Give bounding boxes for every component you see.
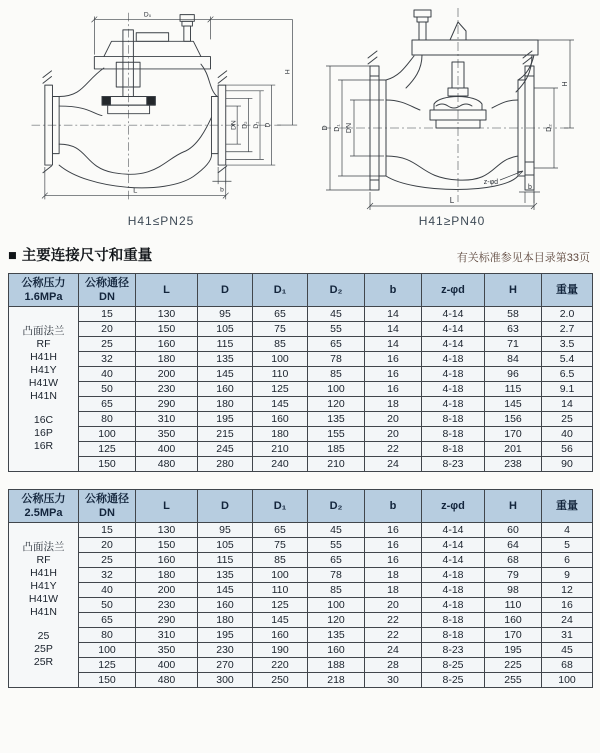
table-cell: 156 (485, 412, 542, 427)
table-cell: 79 (485, 568, 542, 583)
table-cell: 201 (485, 442, 542, 457)
col-header-dn: 公称通径 DN (79, 490, 136, 523)
table-cell: 4-14 (422, 307, 485, 322)
table-cell: 145 (253, 397, 308, 412)
table-cell: 90 (542, 457, 593, 472)
table-row (9, 367, 593, 382)
table-cell: 135 (198, 568, 253, 583)
table-row (9, 337, 593, 352)
table-cell: 8-25 (422, 658, 485, 673)
table-cell: 8-23 (422, 457, 485, 472)
col-header-6: H (485, 274, 542, 307)
table-cell: 95 (198, 307, 253, 322)
table-cell: 200 (136, 583, 198, 598)
table-cell: 4-14 (422, 337, 485, 352)
series-label-line: 16R (33, 440, 54, 452)
table-cell: 100 (79, 427, 136, 442)
table-row (9, 382, 593, 397)
valve-drawing-pn25 (22, 4, 300, 210)
table-cell: 25 (79, 337, 136, 352)
dim-label-l: L (133, 185, 138, 195)
table-cell: 4-14 (422, 322, 485, 337)
dim-label-dn: DN (346, 122, 353, 134)
table-cell: 110 (485, 598, 542, 613)
series-label-line (9, 619, 78, 630)
col-header-pressure: 公称压力 1.6MPa (9, 274, 79, 307)
table-cell: 350 (136, 427, 198, 442)
series-label-line: 16P (34, 427, 53, 439)
table-cell: 18 (365, 568, 422, 583)
dimension-lines (326, 40, 574, 210)
table-cell: 145 (198, 583, 253, 598)
table-cell: 150 (79, 673, 136, 688)
table-cell: 24 (542, 613, 593, 628)
table-cell: 188 (308, 658, 365, 673)
table-cell: 120 (308, 613, 365, 628)
table-cell: 180 (253, 427, 308, 442)
table-cell: 14 (365, 322, 422, 337)
table-cell: 25 (542, 412, 593, 427)
table-cell: 150 (79, 457, 136, 472)
section-bullet-icon: ■ (8, 248, 17, 264)
table-cell: 115 (198, 337, 253, 352)
table-cell: 45 (542, 643, 593, 658)
table-cell: 250 (253, 673, 308, 688)
table-cell: 145 (198, 367, 253, 382)
table-cell: 14 (365, 337, 422, 352)
col-header-3: D₂ (308, 490, 365, 523)
table-cell: 25 (79, 553, 136, 568)
section-title-text: 主要连接尺寸和重量 (21, 248, 153, 264)
table-cell: 180 (136, 352, 198, 367)
table-cell: 75 (253, 322, 308, 337)
table-cell: 98 (485, 583, 542, 598)
table-cell: 115 (198, 553, 253, 568)
table-cell: 20 (365, 598, 422, 613)
table-cell: 4-18 (422, 382, 485, 397)
table-cell: 68 (485, 553, 542, 568)
table-cell: 65 (79, 397, 136, 412)
valve-body (43, 15, 227, 188)
table-cell: 145 (485, 397, 542, 412)
table-cell: 85 (308, 583, 365, 598)
table-cell: 85 (253, 553, 308, 568)
table-cell: 55 (308, 322, 365, 337)
table-cell: 215 (198, 427, 253, 442)
table-cell: 170 (485, 427, 542, 442)
table-cell: 16 (365, 367, 422, 382)
table-cell: 16 (365, 382, 422, 397)
series-label-line: 凸面法兰 (22, 325, 65, 337)
table-cell: 16 (365, 352, 422, 367)
table-cell: 95 (198, 523, 253, 538)
col-header-7: 重量 (542, 274, 593, 307)
dim-label-h: H (562, 81, 569, 87)
table-cell: 30 (365, 673, 422, 688)
table-cell: 15 (79, 523, 136, 538)
table-cell: 240 (253, 457, 308, 472)
table-cell: 115 (485, 382, 542, 397)
table-cell: 100 (79, 643, 136, 658)
table-cell: 45 (308, 307, 365, 322)
table-cell: 80 (79, 412, 136, 427)
table-cell: 130 (136, 523, 198, 538)
table-cell: 65 (79, 613, 136, 628)
table-cell: 8-18 (422, 628, 485, 643)
table-cell: 16 (365, 538, 422, 553)
table-row (9, 427, 593, 442)
table-cell: 8-23 (422, 643, 485, 658)
series-label-line: 25P (34, 643, 53, 655)
table-cell: 8-18 (422, 427, 485, 442)
table-cell: 58 (485, 307, 542, 322)
dim-label-d: D (264, 122, 272, 128)
table-row (9, 307, 593, 322)
table-cell: 110 (253, 583, 308, 598)
table-cell: 4-18 (422, 397, 485, 412)
table-cell: 135 (308, 628, 365, 643)
table-cell: 270 (198, 658, 253, 673)
table-cell: 160 (136, 337, 198, 352)
dim-label-l: L (449, 196, 455, 205)
dim-label-d2: D₂ (241, 121, 249, 129)
col-header-3: D₂ (308, 274, 365, 307)
valve-body (368, 10, 538, 190)
table-cell: 3.5 (542, 337, 593, 352)
table-cell: 14 (542, 397, 593, 412)
table-cell: 8-18 (422, 613, 485, 628)
table-cell: 2.7 (542, 322, 593, 337)
series-label-line: H41H (30, 567, 57, 579)
table-cell: 9 (542, 568, 593, 583)
table-cell: 40 (79, 367, 136, 382)
table-cell: 6 (542, 553, 593, 568)
table-cell: 65 (308, 553, 365, 568)
dimension-labels (133, 12, 291, 195)
table-cell: 50 (79, 382, 136, 397)
table-cell: 255 (485, 673, 542, 688)
table-cell: 20 (365, 412, 422, 427)
table-cell: 4-14 (422, 553, 485, 568)
table-cell: 96 (485, 367, 542, 382)
series-label-line: H41Y (30, 580, 57, 592)
col-header-1: D (198, 274, 253, 307)
table-row (9, 643, 593, 658)
table-cell: 55 (308, 538, 365, 553)
table-cell: 220 (253, 658, 308, 673)
dim-label-d: D (322, 125, 329, 131)
table-cell: 65 (253, 523, 308, 538)
table-row (9, 658, 593, 673)
table-cell: 400 (136, 658, 198, 673)
table-cell: 125 (79, 658, 136, 673)
valve-drawing-pn40 (318, 4, 586, 210)
table-cell: 350 (136, 643, 198, 658)
table-cell: 20 (365, 427, 422, 442)
table-cell: 135 (308, 412, 365, 427)
table-cell: 230 (136, 382, 198, 397)
table-cell: 4-14 (422, 538, 485, 553)
table-cell: 160 (308, 643, 365, 658)
col-header-dn: 公称通径 DN (79, 274, 136, 307)
table-row (9, 673, 593, 688)
table-cell: 65 (253, 307, 308, 322)
table-row (9, 583, 593, 598)
table-cell: 40 (79, 583, 136, 598)
table-cell: 4 (542, 523, 593, 538)
table-cell: 160 (253, 412, 308, 427)
table-cell: 4-14 (422, 523, 485, 538)
table-cell: 24 (365, 643, 422, 658)
table-cell: 50 (79, 598, 136, 613)
table-row (9, 523, 593, 538)
table-cell: 22 (365, 442, 422, 457)
series-label-line: 25 (37, 630, 50, 642)
table-cell: 290 (136, 613, 198, 628)
series-label-cell (9, 523, 79, 688)
dimension-table-1-6mpa (8, 273, 593, 472)
table-cell: 300 (198, 673, 253, 688)
table-cell: 125 (79, 442, 136, 457)
table-cell: 8-18 (422, 442, 485, 457)
col-header-5: z-φd (422, 490, 485, 523)
dim-label-d1: D₁ (253, 121, 261, 129)
table-cell: 195 (485, 643, 542, 658)
table-cell: 210 (308, 457, 365, 472)
table-cell: 45 (308, 523, 365, 538)
table-cell: 85 (253, 337, 308, 352)
table-cell: 105 (198, 538, 253, 553)
table-cell: 290 (136, 397, 198, 412)
table-cell: 4-18 (422, 583, 485, 598)
table-cell: 135 (198, 352, 253, 367)
table-cell: 160 (198, 382, 253, 397)
col-header-0: L (136, 274, 198, 307)
table-cell: 78 (308, 352, 365, 367)
table-cell: 120 (308, 397, 365, 412)
table-cell: 180 (198, 613, 253, 628)
table-cell: 400 (136, 442, 198, 457)
table-cell: 24 (365, 457, 422, 472)
table-cell: 18 (365, 583, 422, 598)
table-cell: 84 (485, 352, 542, 367)
table-cell: 8-25 (422, 673, 485, 688)
table-row (9, 568, 593, 583)
dim-label-b: b (220, 186, 224, 194)
table-cell: 18 (365, 397, 422, 412)
table-cell: 8-18 (422, 412, 485, 427)
table-header-row (9, 490, 593, 523)
dim-label-d1: D₁ (334, 124, 341, 132)
table-cell: 195 (198, 412, 253, 427)
series-label-line: H41Y (30, 364, 57, 376)
table-cell: 40 (542, 427, 593, 442)
table-row (9, 553, 593, 568)
table-cell: 32 (79, 568, 136, 583)
table-cell: 75 (253, 538, 308, 553)
table-row (9, 322, 593, 337)
col-header-4: b (365, 490, 422, 523)
dim-label-d0: D₀ (143, 11, 152, 19)
table-cell: 145 (253, 613, 308, 628)
series-label-line: H41N (30, 606, 57, 618)
col-header-5: z-φd (422, 274, 485, 307)
table-cell: 180 (136, 568, 198, 583)
table-cell: 15 (79, 307, 136, 322)
table-cell: 190 (253, 643, 308, 658)
table-cell: 20 (79, 538, 136, 553)
table-cell: 16 (365, 553, 422, 568)
col-header-0: L (136, 490, 198, 523)
table-cell: 56 (542, 442, 593, 457)
col-header-1: D (198, 490, 253, 523)
table-cell: 6.5 (542, 367, 593, 382)
series-label-line: 凸面法兰 (22, 541, 65, 553)
table-row (9, 628, 593, 643)
col-header-4: b (365, 274, 422, 307)
table-cell: 28 (365, 658, 422, 673)
table-cell: 100 (253, 352, 308, 367)
table-cell: 71 (485, 337, 542, 352)
table-cell: 160 (198, 598, 253, 613)
table-cell: 2.0 (542, 307, 593, 322)
table-cell: 4-18 (422, 352, 485, 367)
table-cell: 160 (485, 613, 542, 628)
table-cell: 85 (308, 367, 365, 382)
table-cell: 68 (542, 658, 593, 673)
col-header-pressure: 公称压力 2.5MPa (9, 490, 79, 523)
col-header-6: H (485, 490, 542, 523)
table-cell: 12 (542, 583, 593, 598)
table-cell: 78 (308, 568, 365, 583)
table-cell: 20 (79, 322, 136, 337)
table-cell: 16 (365, 523, 422, 538)
table-cell: 4-18 (422, 598, 485, 613)
series-label-line: 25R (33, 656, 54, 668)
figure-pn25 (22, 4, 300, 228)
table-cell: 100 (253, 568, 308, 583)
table-cell: 100 (542, 673, 593, 688)
table-cell: 65 (308, 337, 365, 352)
table-cell: 60 (485, 523, 542, 538)
dim-label-dn: DN (230, 120, 238, 130)
table-cell: 155 (308, 427, 365, 442)
table-cell: 480 (136, 457, 198, 472)
table-cell: 16 (542, 598, 593, 613)
table-row (9, 613, 593, 628)
table-row (9, 412, 593, 427)
col-header-2: D₁ (253, 274, 308, 307)
series-label-line: H41N (30, 390, 57, 402)
table-row (9, 538, 593, 553)
table-cell: 480 (136, 673, 198, 688)
figure-caption-pn25: H41≤PN25 (127, 214, 195, 228)
table-cell: 22 (365, 628, 422, 643)
table-cell: 280 (198, 457, 253, 472)
series-label-cell (9, 307, 79, 472)
table-cell: 238 (485, 457, 542, 472)
col-header-2: D₁ (253, 490, 308, 523)
series-label-line (9, 403, 78, 414)
table-cell: 5.4 (542, 352, 593, 367)
valve-figures (0, 0, 600, 228)
table-cell: 4-18 (422, 568, 485, 583)
standards-note: 有关标准参见本目录第33页 (456, 252, 590, 264)
table-cell: 230 (198, 643, 253, 658)
section-header (0, 228, 600, 271)
table-cell: 180 (198, 397, 253, 412)
series-label-line: H41W (28, 377, 59, 389)
table-cell: 150 (136, 538, 198, 553)
table-cell: 170 (485, 628, 542, 643)
table-cell: 32 (79, 352, 136, 367)
table-cell: 150 (136, 322, 198, 337)
table-row (9, 397, 593, 412)
table-cell: 125 (253, 598, 308, 613)
table-cell: 310 (136, 628, 198, 643)
table-cell: 14 (365, 307, 422, 322)
dim-label-d2: D₂ (546, 124, 553, 132)
dim-label-b: b (528, 184, 532, 191)
table-cell: 100 (308, 382, 365, 397)
table-cell: 160 (136, 553, 198, 568)
table-row (9, 457, 593, 472)
table-cell: 218 (308, 673, 365, 688)
table-cell: 200 (136, 367, 198, 382)
dim-label-zphid: z-φd (483, 179, 498, 186)
table-cell: 230 (136, 598, 198, 613)
col-header-7: 重量 (542, 490, 593, 523)
table-cell: 210 (253, 442, 308, 457)
table-cell: 125 (253, 382, 308, 397)
series-label-line: RF (36, 338, 51, 350)
table-cell: 225 (485, 658, 542, 673)
table-cell: 9.1 (542, 382, 593, 397)
table-cell: 195 (198, 628, 253, 643)
dimension-table-2-5mpa (8, 489, 593, 688)
table-cell: 80 (79, 628, 136, 643)
table-cell: 4-18 (422, 367, 485, 382)
table-cell: 64 (485, 538, 542, 553)
table-cell: 31 (542, 628, 593, 643)
series-label-line: H41W (28, 593, 59, 605)
table-cell: 130 (136, 307, 198, 322)
table-row (9, 442, 593, 457)
series-label-line: 16C (33, 414, 54, 426)
table-cell: 160 (253, 628, 308, 643)
table-cell: 110 (253, 367, 308, 382)
section-title (8, 244, 152, 265)
table-row (9, 352, 593, 367)
table-header-row (9, 274, 593, 307)
table-cell: 5 (542, 538, 593, 553)
figure-pn40 (318, 4, 586, 228)
table-cell: 63 (485, 322, 542, 337)
figure-caption-pn40: H41≥PN40 (418, 214, 486, 228)
table-cell: 105 (198, 322, 253, 337)
series-label-line: H41H (30, 351, 57, 363)
dim-label-h: H (284, 69, 292, 75)
series-label-line: RF (36, 554, 51, 566)
table-cell: 245 (198, 442, 253, 457)
table-cell: 100 (308, 598, 365, 613)
table-row (9, 598, 593, 613)
table-cell: 310 (136, 412, 198, 427)
table-cell: 22 (365, 613, 422, 628)
table-cell: 185 (308, 442, 365, 457)
